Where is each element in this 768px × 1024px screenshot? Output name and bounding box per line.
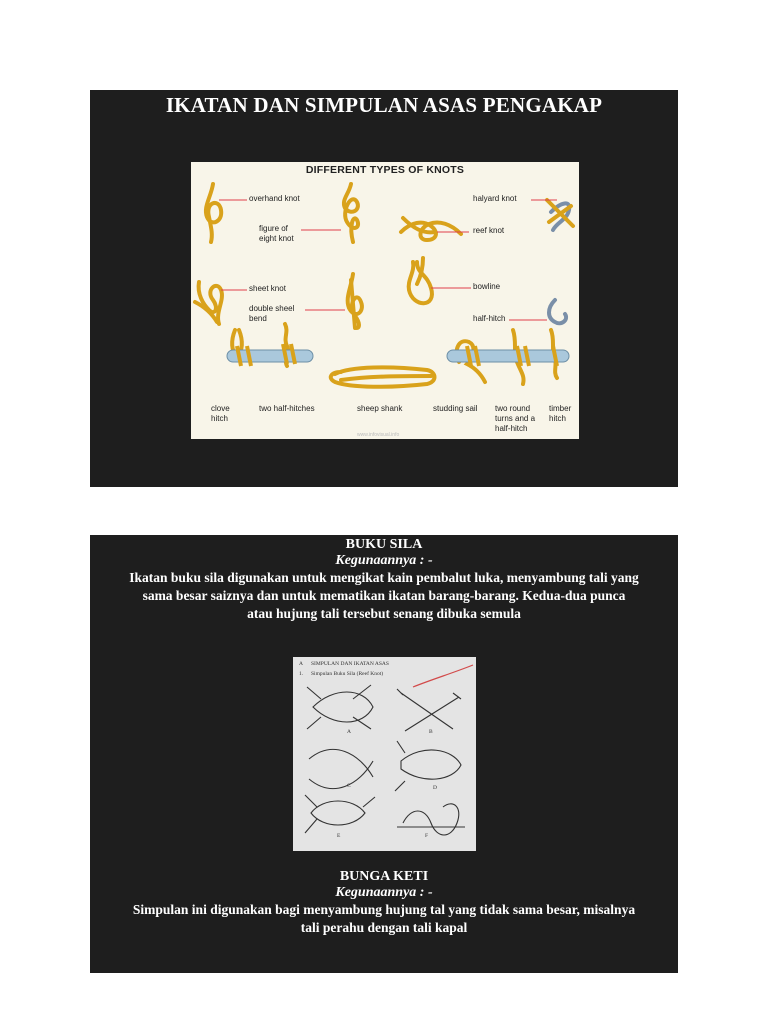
body-line: atau hujung tali tersebut senang dibuka semula <box>247 606 521 621</box>
slide-title: IKATAN DAN SIMPULAN ASAS PENGAKAP <box>165 93 603 117</box>
reef-knot-steps <box>293 657 476 851</box>
diagram-letter-d: D <box>433 785 437 791</box>
label-figure-eight-1: figure of <box>259 224 288 233</box>
step-d-icon <box>401 750 461 779</box>
slide-buku-sila <box>90 535 678 973</box>
figure-title: DIFFERENT TYPES OF KNOTS <box>305 164 465 176</box>
body-line: Ikatan buku sila digunakan untuk mengikat kain pembalut luka, menyambung tali yang <box>129 570 639 585</box>
label-double-sheet-2: bend <box>249 314 267 323</box>
step-e-icon <box>311 801 365 825</box>
label-two-round-1: two round <box>495 404 531 413</box>
diagram-letter-f: F <box>425 833 429 839</box>
label-figure-eight-2: eight knot <box>259 234 294 243</box>
figure-eight-knot-icon <box>344 184 358 242</box>
label-bowline: bowline <box>473 282 501 291</box>
diagram-heading-letter: A <box>299 661 303 667</box>
label-overhand-knot: overhand knot <box>249 194 300 203</box>
half-hitch-icon <box>549 300 566 323</box>
label-two-round-3: half-hitch <box>495 424 528 433</box>
step-f-icon <box>403 804 459 835</box>
label-two-half-hitches: two half-hitches <box>259 404 315 413</box>
label-sheet-knot: sheet knot <box>249 284 286 293</box>
body-line: sama besar saiznya dan untuk mematikan ikatan barang-barang. Kedua-dua punca <box>142 588 626 603</box>
label-pointers <box>219 200 557 320</box>
overhand-knot-icon <box>206 184 221 242</box>
diagram-heading: SIMPULAN DAN IKATAN ASAS <box>311 661 389 667</box>
label-half-hitch: half-hitch <box>473 314 506 323</box>
step-a-icon <box>313 692 373 722</box>
diagram-item-number: 1. <box>299 671 304 677</box>
sheet-knot-icon <box>199 282 222 324</box>
section-body-buku-sila <box>92 569 676 623</box>
section-subtitle-bunga-keti: Kegunaannya : - <box>335 885 433 900</box>
label-double-sheet-1: double sheel <box>249 304 295 313</box>
label-clove-1: clove <box>211 404 230 413</box>
diagram-letter-c: C <box>347 783 351 789</box>
diagram-letter-b: B <box>429 729 433 735</box>
diagram-item: Simpulan Buku Sila (Reef Knot) <box>311 671 384 677</box>
diagram-letter-e: E <box>337 833 341 839</box>
step-b-icon <box>401 693 459 731</box>
section-title-buku-sila: BUKU SILA <box>345 537 423 552</box>
body-line: tali perahu dengan tali kapal <box>300 920 468 935</box>
label-timber-1: timber <box>549 404 572 413</box>
section-bunga-keti <box>90 869 678 937</box>
figure-watermark: www.infovisual.info <box>357 432 400 438</box>
step-c-icon <box>309 749 373 788</box>
label-studding-sail: studding sail <box>433 404 478 413</box>
label-clove-2: hitch <box>211 414 228 423</box>
section-title-bunga-keti: BUNGA KETI <box>339 869 429 884</box>
reef-knot-diagram <box>293 657 476 851</box>
diagram-letter-a: A <box>347 729 351 735</box>
body-line: Simpulan ini digunakan bagi menyambung hujung tal yang tidak sama besar, misalnya <box>132 902 636 917</box>
label-two-round-2: turns and a <box>495 414 536 423</box>
slide-knot-types <box>90 90 678 487</box>
knot-types-figure <box>191 162 579 439</box>
label-timber-2: hitch <box>549 414 566 423</box>
label-halyard-knot: halyard knot <box>473 194 517 203</box>
label-reef-knot: reef knot <box>473 226 505 235</box>
section-body-bunga-keti <box>92 901 676 937</box>
section-subtitle-buku-sila: Kegunaannya : - <box>335 553 433 568</box>
label-sheep-shank: sheep shank <box>357 404 403 413</box>
